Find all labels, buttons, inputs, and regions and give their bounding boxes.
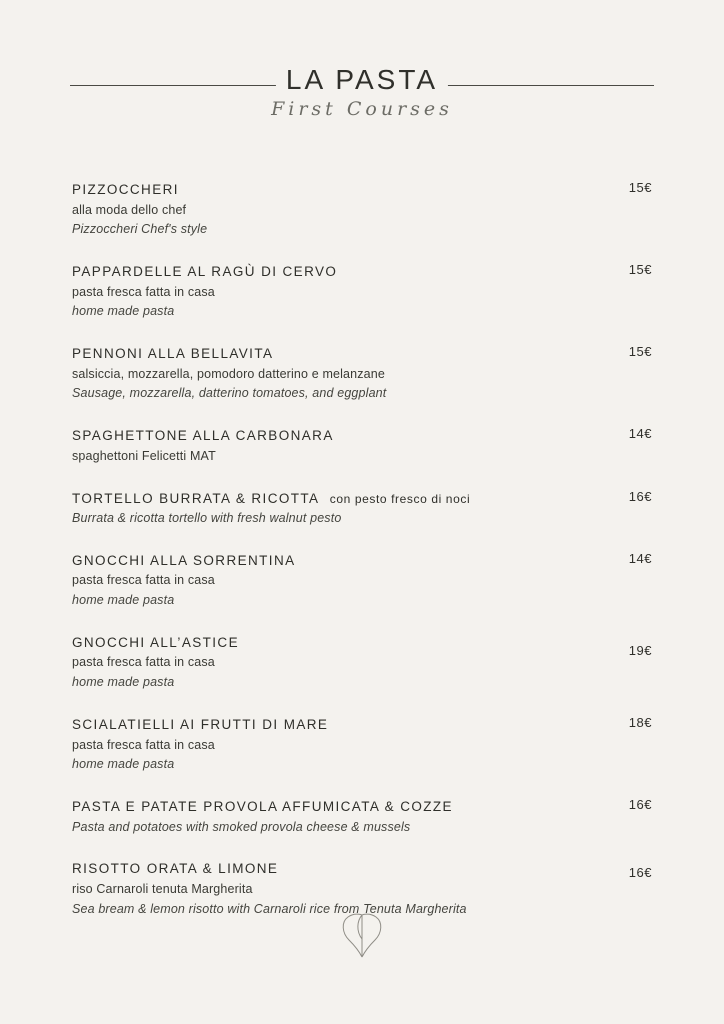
menu-item-text [72, 715, 652, 774]
page-subtitle: First Courses [271, 98, 453, 120]
dish-description-en: Burrata & ricotta tortello with fresh walnut pesto [72, 511, 342, 526]
page-title: LA PASTA [276, 64, 448, 96]
dish-price: 16€ [628, 797, 652, 812]
dish-price: 18€ [628, 714, 652, 730]
dish-name: PASTA E PATATE PROVOLA AFFUMICATA & COZZE [72, 799, 453, 814]
menu-item-text [72, 344, 652, 403]
dish-price: 15€ [628, 262, 652, 278]
dish-description-it: alla moda dello chef [72, 202, 187, 217]
dish-description-en: home made pasta [72, 304, 175, 319]
menu-item [72, 551, 652, 610]
dish-description-it: pasta fresca fatta in casa [72, 655, 215, 670]
dish-name: PENNONI ALLA BELLAVITA [72, 346, 274, 362]
menu-item [72, 633, 652, 692]
rule-left [70, 85, 286, 86]
dish-name: GNOCCHI ALL’ASTICE [72, 634, 239, 650]
dish-price: 16€ [628, 865, 652, 881]
dish-name: TORTELLO BURRATA & RICOTTA con pesto fresco di noci [72, 490, 471, 506]
menu-item-text [72, 426, 652, 465]
dish-description-en: Sausage, mozzarella, datterino tomatoes, and eggplant [72, 386, 387, 401]
dish-description-it: spaghettoni Felicetti MAT [72, 448, 216, 463]
menu-item [72, 489, 652, 528]
rule-right [438, 85, 654, 86]
menu-item [72, 180, 652, 239]
dish-description-en: Sea bream & lemon risotto with Carnaroli rice from Tenuta Margherita [72, 901, 467, 916]
menu-item [72, 715, 652, 774]
footer-logo [0, 909, 724, 966]
dish-inline-note: con pesto fresco di noci [329, 491, 471, 506]
menu-item [72, 797, 652, 836]
dish-name: SPAGHETTONE ALLA CARBONARA [72, 428, 334, 444]
dish-description-en: home made pasta [72, 675, 175, 690]
menu-item [72, 262, 652, 321]
dish-description-en: Pizzoccheri Chef's style [72, 222, 208, 237]
menu-item-text [72, 633, 652, 692]
dish-name: SCIALATIELLI AI FRUTTI DI MARE [72, 716, 329, 732]
dish-description-it: riso Carnaroli tenuta Margherita [72, 881, 253, 896]
menu-item-text [72, 180, 652, 239]
dish-price: 15€ [628, 344, 652, 360]
menu-item-text [72, 797, 652, 836]
dish-description-it: pasta fresca fatta in casa [72, 573, 215, 588]
menu-header [70, 0, 654, 120]
dish-name: RISOTTO ORATA & LIMONE [72, 861, 279, 877]
menu-item-text [72, 489, 652, 528]
menu-item-text [72, 551, 652, 610]
menu-list [72, 180, 652, 918]
dish-name: GNOCCHI ALLA SORRENTINA [72, 552, 296, 568]
dish-description-it: pasta fresca fatta in casa [72, 737, 215, 752]
dish-description-en: home made pasta [72, 757, 175, 772]
dish-price: 14€ [628, 550, 652, 566]
dish-description-en: home made pasta [72, 593, 175, 608]
menu-item-text [72, 262, 652, 321]
menu-item [72, 344, 652, 403]
dish-description-it: salsiccia, mozzarella, pomodoro datterino e melanzane [72, 366, 385, 381]
dish-description-it: pasta fresca fatta in casa [72, 284, 215, 299]
dish-name: PIZZOCCHERI [72, 182, 179, 197]
dish-price: 19€ [628, 642, 652, 658]
dish-price: 15€ [628, 180, 652, 195]
menu-item [72, 426, 652, 465]
dish-price: 16€ [628, 488, 652, 504]
heart-monogram-icon [335, 909, 389, 961]
dish-price: 14€ [628, 426, 652, 442]
dish-name: PAPPARDELLE AL RAGÙ DI CERVO [72, 264, 338, 280]
title-rule-group [70, 58, 654, 95]
dish-description-en: Pasta and potatoes with smoked provola cheese & mussels [72, 819, 411, 834]
